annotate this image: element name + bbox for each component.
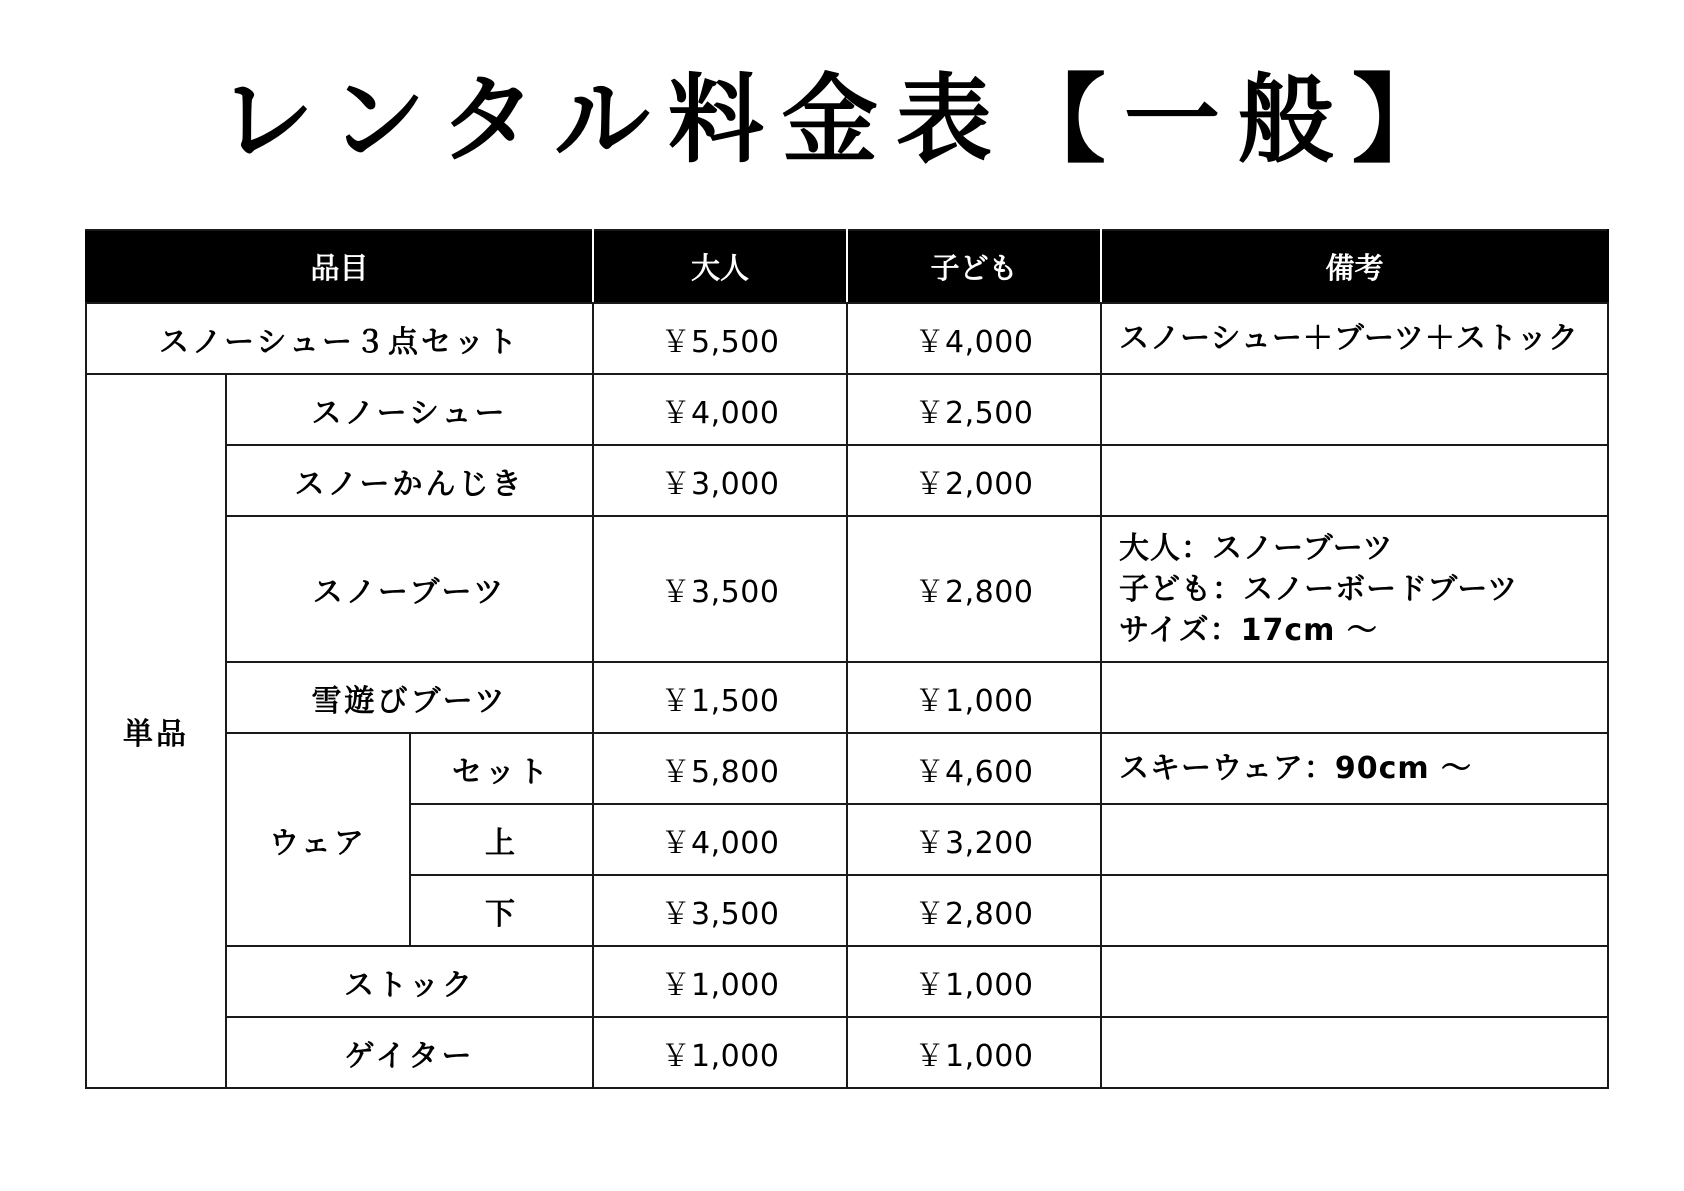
item-name: 上 — [410, 804, 593, 875]
table-row — [86, 374, 1608, 445]
child-price: ￥2,000 — [847, 445, 1101, 516]
single-item-group-label: 単品 — [86, 374, 226, 1088]
child-price: ￥1,000 — [847, 946, 1101, 1017]
item-name: 下 — [410, 875, 593, 946]
note-cell — [1101, 445, 1608, 516]
table-row — [86, 946, 1608, 1017]
child-price: ￥2,800 — [847, 516, 1101, 662]
page-title: レンタル料金表【一般】 — [218, 64, 1466, 176]
rental-price-table — [85, 229, 1609, 1089]
adult-price: ￥4,000 — [593, 374, 847, 445]
wear-group-label: ウェア — [226, 733, 410, 946]
child-price: ￥1,000 — [847, 1017, 1101, 1088]
adult-price: ￥4,000 — [593, 804, 847, 875]
header-child: 子ども — [847, 230, 1101, 303]
item-name: スノーかんじき — [226, 445, 593, 516]
table-row — [86, 516, 1608, 662]
header-notes: 備考 — [1101, 230, 1608, 303]
table-header-row — [86, 230, 1608, 303]
table-row — [86, 733, 1608, 804]
table-row — [86, 662, 1608, 733]
adult-price: ￥1,000 — [593, 1017, 847, 1088]
header-item: 品目 — [86, 230, 593, 303]
adult-price: ￥5,500 — [593, 303, 847, 374]
child-price: ￥4,600 — [847, 733, 1101, 804]
item-name: 雪遊びブーツ — [226, 662, 593, 733]
note-cell — [1101, 1017, 1608, 1088]
child-price: ￥3,200 — [847, 804, 1101, 875]
item-name: スノーシュー３点セット — [86, 303, 593, 374]
child-price: ￥2,800 — [847, 875, 1101, 946]
note-cell — [1101, 374, 1608, 445]
note-cell — [1101, 662, 1608, 733]
adult-price: ￥3,500 — [593, 875, 847, 946]
note-cell — [1101, 804, 1608, 875]
child-price: ￥2,500 — [847, 374, 1101, 445]
note-cell — [1101, 946, 1608, 1017]
adult-price: ￥3,500 — [593, 516, 847, 662]
adult-price: ￥1,000 — [593, 946, 847, 1017]
note-line: サイズ：17cm 〜 — [1119, 612, 1378, 648]
table-row — [86, 445, 1608, 516]
note-line: 子ども：スノーボードブーツ — [1119, 571, 1519, 607]
adult-price: ￥3,000 — [593, 445, 847, 516]
item-name: ストック — [226, 946, 593, 1017]
table-row — [86, 303, 1608, 374]
note-cell: スノーシュー＋ブーツ＋ストック — [1101, 303, 1608, 374]
note-cell: スキーウェア：90cm 〜 — [1101, 733, 1608, 804]
note-line: 大人：スノーブーツ — [1119, 530, 1394, 566]
adult-price: ￥1,500 — [593, 662, 847, 733]
header-adult: 大人 — [593, 230, 847, 303]
table-row — [86, 1017, 1608, 1088]
note-cell — [1101, 875, 1608, 946]
adult-price: ￥5,800 — [593, 733, 847, 804]
item-name: ゲイター — [226, 1017, 593, 1088]
item-name: スノーブーツ — [226, 516, 593, 662]
item-name: スノーシュー — [226, 374, 593, 445]
child-price: ￥4,000 — [847, 303, 1101, 374]
child-price: ￥1,000 — [847, 662, 1101, 733]
item-name: セット — [410, 733, 593, 804]
note-cell — [1101, 516, 1608, 662]
